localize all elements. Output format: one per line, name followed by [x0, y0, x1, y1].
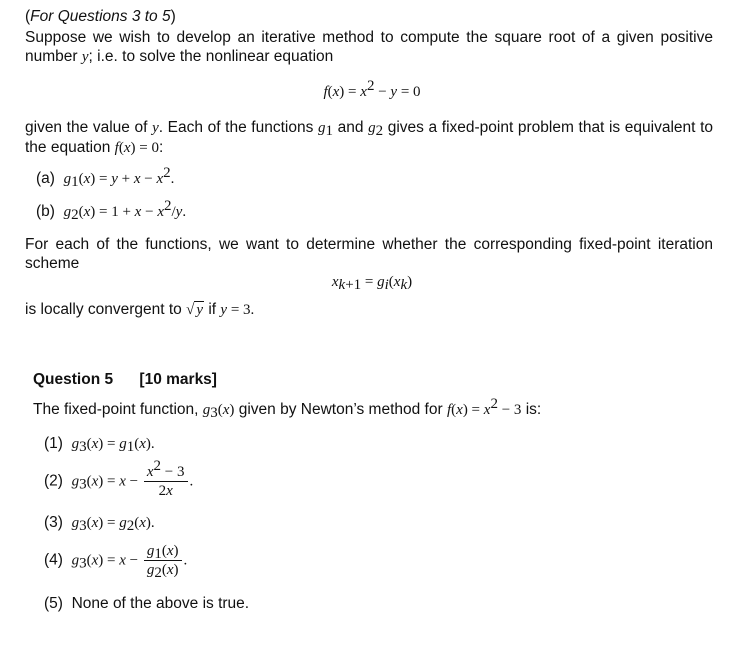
given-text-b: . Each of the functions — [158, 119, 314, 136]
item-b-label: (b) — [36, 203, 55, 220]
option-2-label: (2) — [44, 472, 63, 490]
given-paragraph: given the value of y. Each of the functions $g_1$ and $g_2$ gives a fixed-point problem that is equivalent to the equation f(x) = 0: — [25, 119, 714, 156]
option-4-fraction: $\frac{g_1(x)}{g_2(x)}$ — [144, 542, 182, 579]
sqrt-y: √ y — [186, 302, 204, 318]
intro-line2a: number — [25, 48, 78, 65]
given-text-a: given the value of — [25, 119, 148, 136]
given-text-f: : — [158, 139, 164, 156]
stem-text-a: The fixed-point function, — [33, 401, 199, 418]
question-marks: [10 marks] — [139, 371, 217, 388]
option-2-fraction: $\frac{x^2 - 3}{2x}$ — [144, 463, 188, 500]
conv-text-a: is locally convergent to — [25, 301, 182, 318]
option-1[interactable]: (1) $g_3(x) = g_1(x)$. — [44, 435, 155, 455]
intro-line2b: ; i.e. to solve the nonlinear equation — [88, 48, 334, 65]
given-text-e: to the equation — [25, 119, 714, 156]
option-3-label: (3) — [44, 514, 63, 531]
option-3[interactable]: (3) $g_3(x) = g_2(x)$. — [44, 514, 155, 534]
question-stem: The fixed-point function, $g_3(x)$ given by Newton’s method for $f(x) = x^2 - 3$ is: — [33, 396, 542, 421]
iteration-scheme: $x_{k+1} = g_i(x_k)$ — [331, 274, 413, 293]
questions-range-header — [25, 8, 176, 26]
given-text-c: and — [337, 119, 364, 136]
option-2[interactable]: (2) $g_3(x) = x$ − $\frac{x^2 - 3}{2x}$ . — [44, 458, 194, 499]
var-y: y — [81, 49, 89, 65]
header-close-paren: ) — [170, 8, 176, 25]
nonlinear-equation: $f(x) = x^2 - y = 0$ — [323, 78, 421, 100]
item-b: (b) $g_2(x) = 1 + x - x^2/y$. — [36, 198, 187, 223]
given-text-d: gives a fixed-point problem that is equivalent — [387, 119, 696, 136]
header-italic: For Questions 3 to 5 — [30, 8, 171, 25]
conv-text-b: if — [208, 301, 217, 318]
option-5[interactable] — [44, 595, 249, 613]
option-5-text: None of the above is true. — [71, 595, 250, 612]
intro-paragraph — [25, 28, 713, 67]
option-5-label: (5) — [44, 595, 63, 612]
stem-text-c: is: — [525, 401, 542, 418]
item-a-label: (a) — [36, 170, 55, 187]
header-open-paren: ( — [25, 8, 31, 25]
for-each-paragraph: For each of the functions, we want to determine whether the corresponding fixed-point iteration scheme — [25, 236, 713, 272]
question-title: Question 5 — [33, 371, 114, 388]
stem-text-b: given by Newton’s method for — [238, 401, 443, 418]
option-4[interactable]: (4) $g_3(x) = x$ − $\frac{g_1(x)}{g_2(x)}$ . — [44, 543, 188, 581]
convergence-line: is locally convergent to √ y if y = 3. — [25, 301, 255, 318]
option-4-label: (4) — [44, 551, 63, 569]
question-heading — [33, 371, 217, 389]
intro-line1: Suppose we wish to develop an iterative method to compute the square root of a given positive — [25, 29, 713, 46]
option-1-label: (1) — [44, 435, 63, 452]
item-a: (a) $g_1(x) = y + x - x^2$. — [36, 165, 175, 190]
